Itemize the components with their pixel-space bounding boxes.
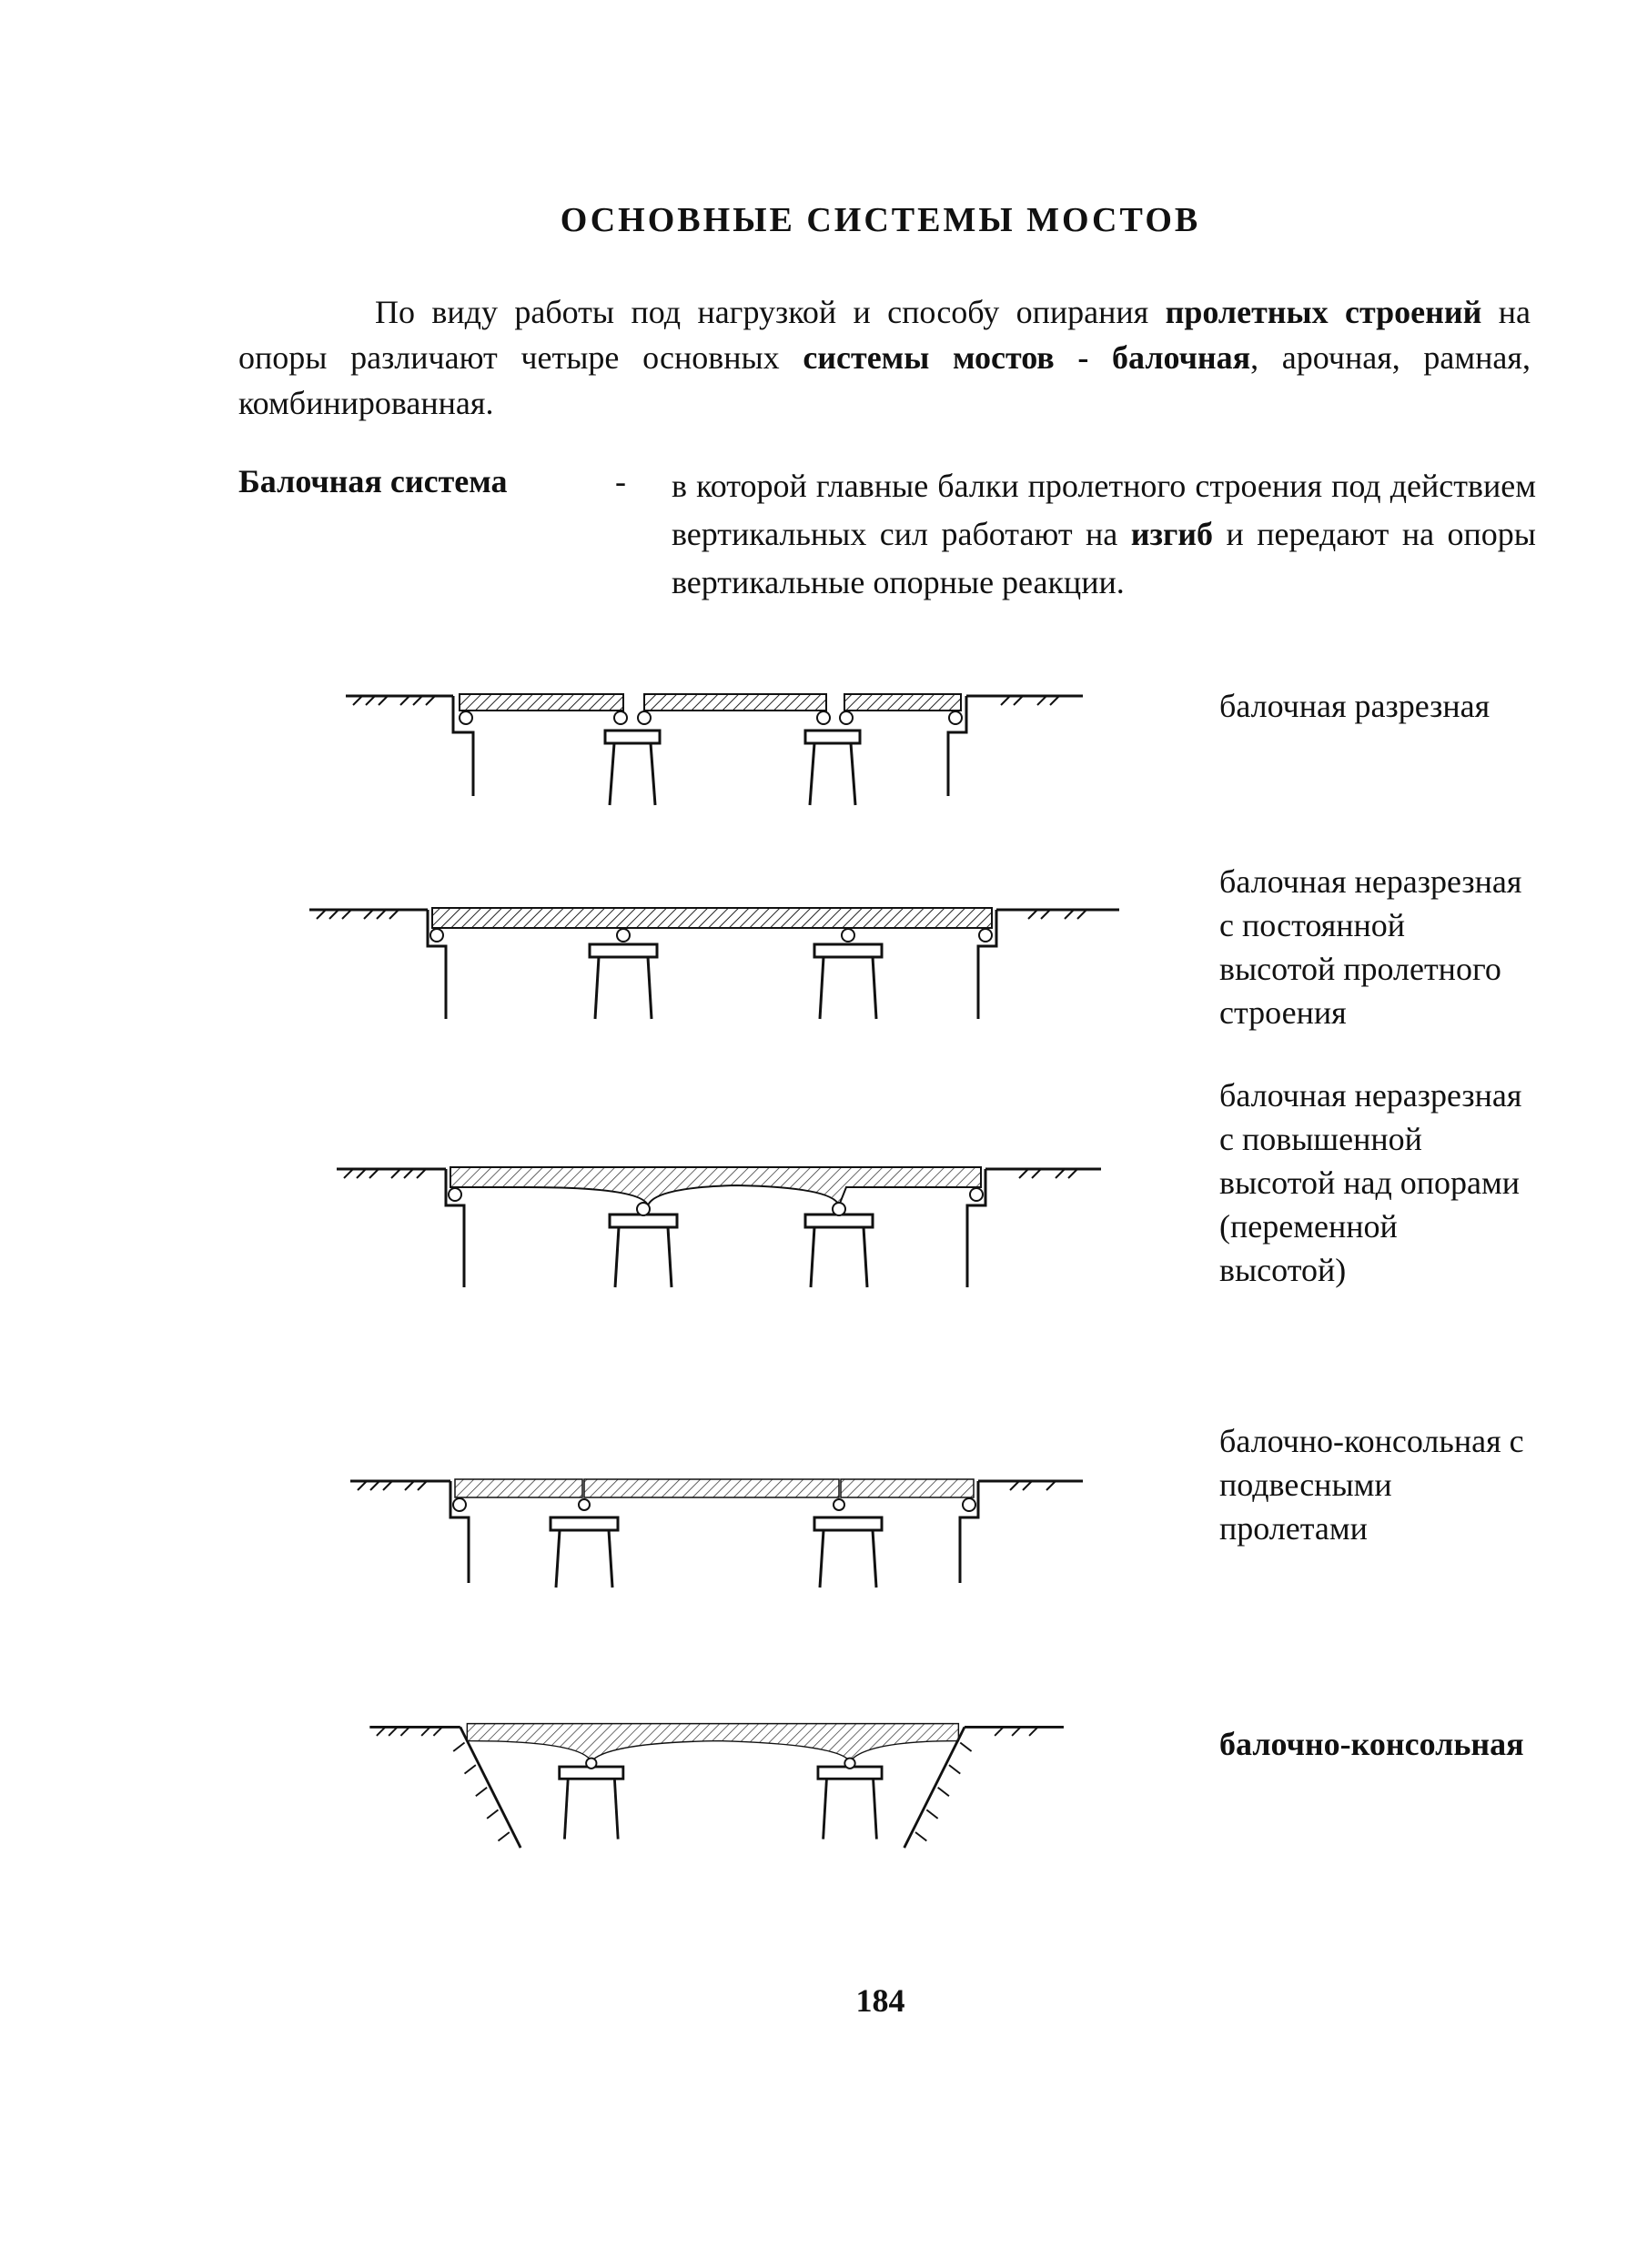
diagram-continuous-variable: [300, 1142, 1137, 1305]
diagram-continuous-constant: [300, 882, 1137, 1046]
definition-text-1: в которой главные балки пролетного строения под действием вертикальных сил работают на: [672, 468, 1536, 552]
definition-dash: -: [615, 463, 626, 499]
diagram-caption-3: балочная неразрезная с повышенной высотой над опорами (переменной высотой): [1219, 1077, 1522, 1288]
intro-bold-1: пролетных строений: [1165, 294, 1482, 330]
definition-text: [672, 462, 1536, 607]
intro-text-2: на опоры различают четыре основных: [238, 294, 1531, 376]
diagram-caption-2: балочная неразрезная с постоянной высотой пролетного строения: [1219, 863, 1522, 1031]
definition-bold: изгиб: [1130, 516, 1214, 552]
intro-paragraph: [238, 289, 1531, 426]
diagram-cantilever: [300, 1701, 1137, 1865]
intro-text-1: По виду работы под нагрузкой и способу опирания: [375, 294, 1166, 330]
intro-bold-2: системы мостов - балочная: [803, 339, 1251, 376]
page-number: 184: [855, 1982, 905, 2019]
definition-term: Балочная система: [238, 463, 508, 499]
intro-text-3: , арочная, рамная, комбинированная.: [238, 339, 1531, 421]
definition-text-2: и передают на опоры вертикальные опорные реакции.: [672, 516, 1536, 600]
diagram-caption-1: балочная разрезная: [1219, 688, 1490, 724]
diagram-caption-5: балочно-консольная: [1219, 1726, 1524, 1762]
diagram-caption-4: балочно-консольная с подвесными пролетами: [1219, 1423, 1524, 1547]
diagram-simple-spans: [300, 669, 1137, 832]
page-title: ОСНОВНЫЕ СИСТЕМЫ МОСТОВ: [560, 201, 1201, 239]
diagram-cantilever-suspended: [300, 1446, 1137, 1610]
